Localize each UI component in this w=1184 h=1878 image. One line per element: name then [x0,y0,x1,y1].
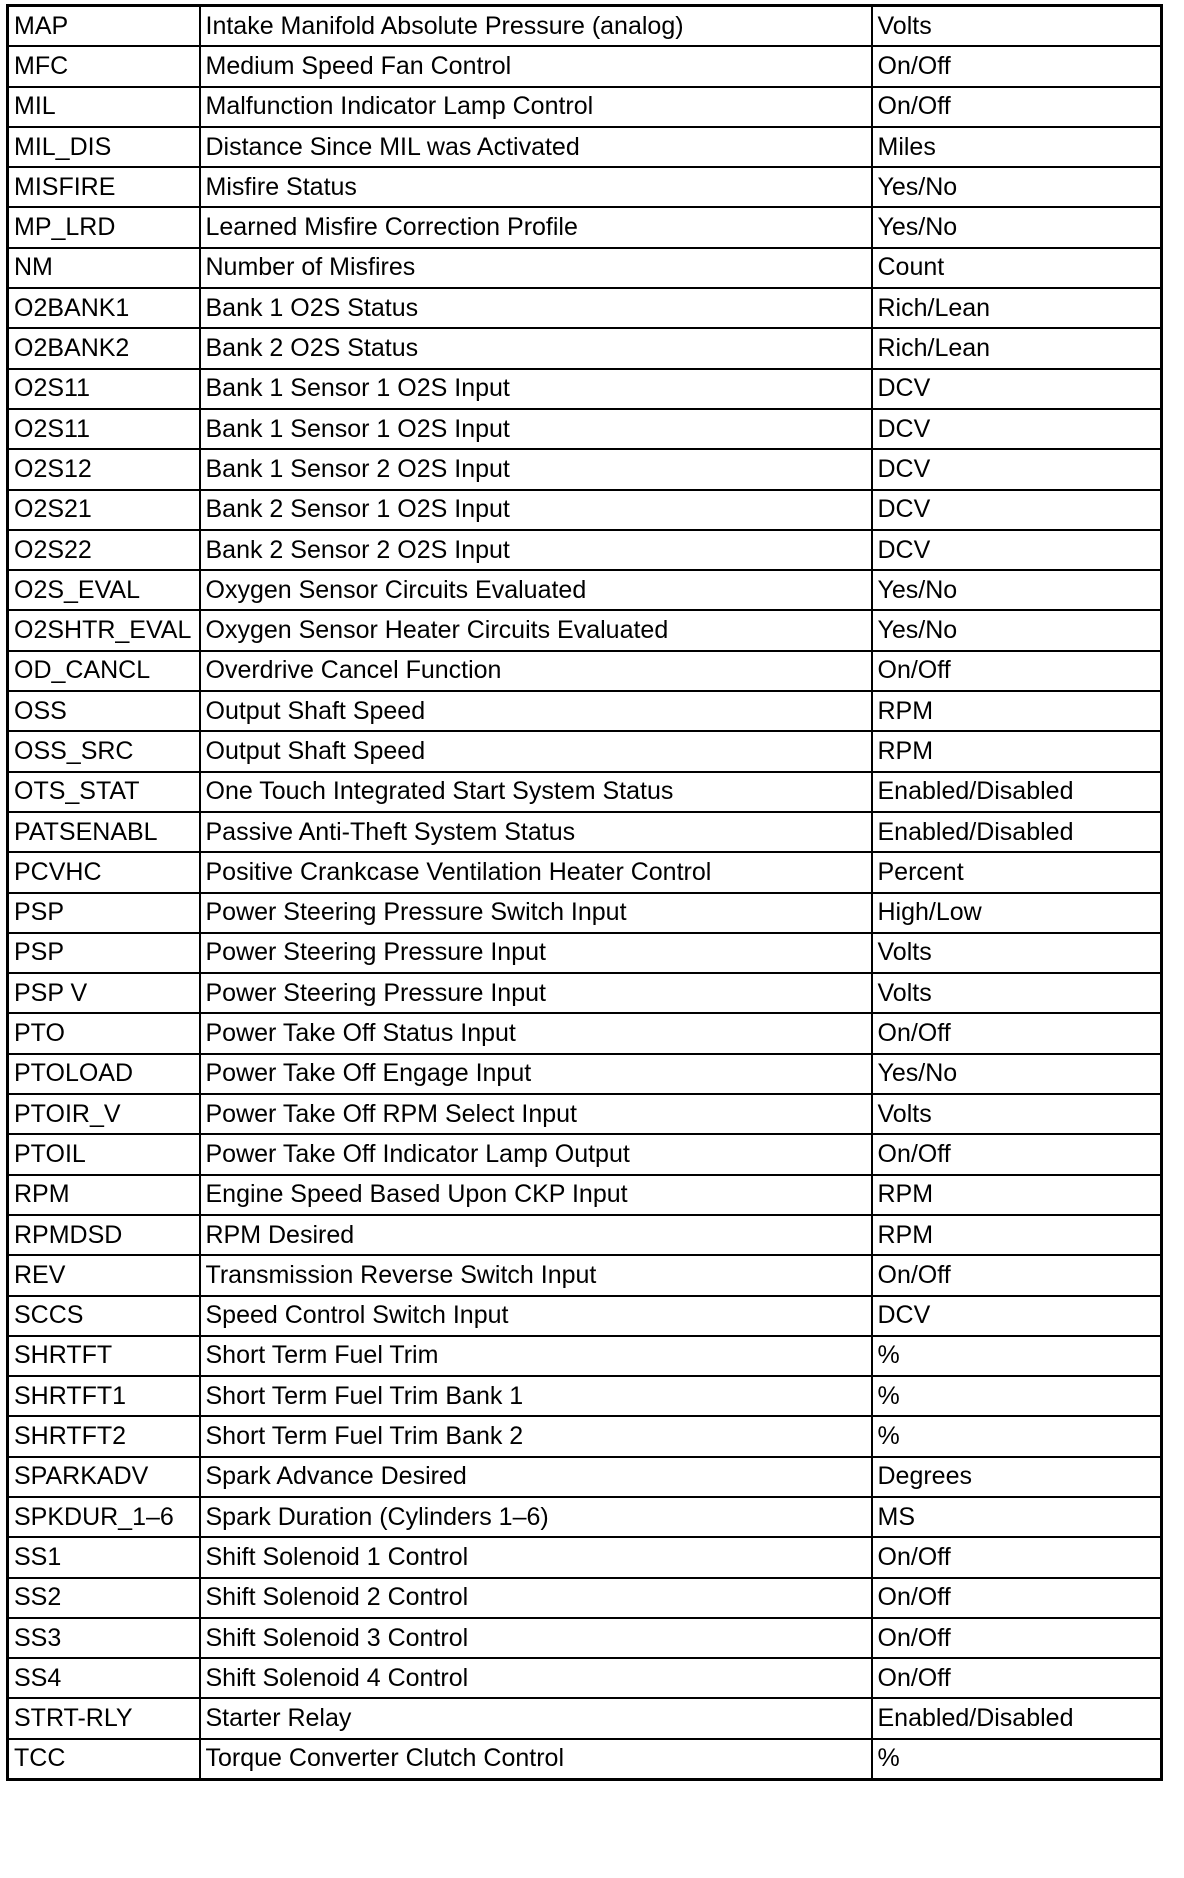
description-cell: Output Shaft Speed [200,731,872,771]
units-cell: Rich/Lean [872,328,1162,368]
pid-cell: RPMDSD [8,1215,200,1255]
units-cell: DCV [872,409,1162,449]
pid-cell: OSS_SRC [8,731,200,771]
pid-cell: PTOLOAD [8,1054,200,1094]
description-cell: Shift Solenoid 4 Control [200,1658,872,1698]
description-cell: Power Take Off Indicator Lamp Output [200,1134,872,1174]
pid-cell: STRT-RLY [8,1698,200,1738]
units-cell: RPM [872,1175,1162,1215]
table-row [8,87,1162,127]
units-cell: Yes/No [872,167,1162,207]
table-row [8,1739,1162,1780]
description-cell: Positive Crankcase Ventilation Heater Control [200,852,872,892]
table-row [8,369,1162,409]
units-cell: Enabled/Disabled [872,1698,1162,1738]
units-cell: Yes/No [872,610,1162,650]
units-cell: % [872,1416,1162,1456]
pid-cell: O2S22 [8,530,200,570]
table-row [8,490,1162,530]
pid-cell: SHRTFT1 [8,1376,200,1416]
description-cell: Transmission Reverse Switch Input [200,1255,872,1295]
table-row [8,1336,1162,1376]
description-cell: Distance Since MIL was Activated [200,127,872,167]
description-cell: Bank 1 Sensor 1 O2S Input [200,409,872,449]
description-cell: Power Steering Pressure Switch Input [200,893,872,933]
pid-cell: MIL_DIS [8,127,200,167]
pid-cell: SPKDUR_1–6 [8,1497,200,1537]
units-cell: On/Off [872,651,1162,691]
description-cell: Power Take Off Status Input [200,1013,872,1053]
units-cell: On/Off [872,1578,1162,1618]
table-row [8,1215,1162,1255]
pid-cell: O2S_EVAL [8,570,200,610]
pid-cell: PTO [8,1013,200,1053]
table-row [8,893,1162,933]
units-cell: DCV [872,449,1162,489]
units-cell: Yes/No [872,207,1162,247]
description-cell: Malfunction Indicator Lamp Control [200,87,872,127]
pid-cell: SS1 [8,1537,200,1577]
pid-cell: SS2 [8,1578,200,1618]
table-row [8,1416,1162,1456]
table-row [8,1376,1162,1416]
units-cell: Volts [872,973,1162,1013]
units-cell: Enabled/Disabled [872,812,1162,852]
pid-cell: MP_LRD [8,207,200,247]
pid-cell: OD_CANCL [8,651,200,691]
description-cell: Power Take Off Engage Input [200,1054,872,1094]
table-row [8,1497,1162,1537]
units-cell: On/Off [872,1658,1162,1698]
description-cell: Bank 1 Sensor 1 O2S Input [200,369,872,409]
table-row [8,46,1162,86]
pid-cell: PSP [8,893,200,933]
units-cell: On/Off [872,1134,1162,1174]
table-row [8,1618,1162,1658]
units-cell: % [872,1739,1162,1780]
units-cell: On/Off [872,87,1162,127]
table-row [8,127,1162,167]
description-cell: Bank 2 Sensor 1 O2S Input [200,490,872,530]
table-row [8,570,1162,610]
table-row [8,812,1162,852]
units-cell: DCV [872,490,1162,530]
pid-cell: PATSENABL [8,812,200,852]
units-cell: DCV [872,1296,1162,1336]
pid-cell: SCCS [8,1296,200,1336]
description-cell: Oxygen Sensor Circuits Evaluated [200,570,872,610]
pid-table [6,4,1163,1781]
pid-cell: OTS_STAT [8,772,200,812]
table-row [8,1094,1162,1134]
description-cell: Oxygen Sensor Heater Circuits Evaluated [200,610,872,650]
description-cell: Power Steering Pressure Input [200,973,872,1013]
description-cell: Spark Duration (Cylinders 1–6) [200,1497,872,1537]
units-cell: RPM [872,731,1162,771]
table-row [8,6,1162,47]
units-cell: Count [872,248,1162,288]
description-cell: Short Term Fuel Trim Bank 1 [200,1376,872,1416]
description-cell: Output Shaft Speed [200,691,872,731]
description-cell: Shift Solenoid 3 Control [200,1618,872,1658]
units-cell: Yes/No [872,1054,1162,1094]
description-cell: Engine Speed Based Upon CKP Input [200,1175,872,1215]
pid-cell: REV [8,1255,200,1295]
units-cell: On/Off [872,46,1162,86]
table-row [8,1134,1162,1174]
table-row [8,1013,1162,1053]
units-cell: Volts [872,933,1162,973]
units-cell: Rich/Lean [872,288,1162,328]
table-row [8,449,1162,489]
pid-cell: O2SHTR_EVAL [8,610,200,650]
pid-cell: O2S11 [8,409,200,449]
units-cell: % [872,1336,1162,1376]
table-row [8,248,1162,288]
pid-cell: SHRTFT2 [8,1416,200,1456]
table-row [8,1698,1162,1738]
pid-table-body [8,6,1162,1780]
units-cell: On/Off [872,1255,1162,1295]
description-cell: Intake Manifold Absolute Pressure (analog) [200,6,872,47]
units-cell: RPM [872,1215,1162,1255]
description-cell: Speed Control Switch Input [200,1296,872,1336]
pid-cell: PCVHC [8,852,200,892]
table-row [8,772,1162,812]
pid-cell: PSP [8,933,200,973]
units-cell: MS [872,1497,1162,1537]
pid-cell: SHRTFT [8,1336,200,1376]
description-cell: Power Take Off RPM Select Input [200,1094,872,1134]
units-cell: Enabled/Disabled [872,772,1162,812]
units-cell: Miles [872,127,1162,167]
table-row [8,207,1162,247]
table-row [8,731,1162,771]
table-row [8,409,1162,449]
description-cell: RPM Desired [200,1215,872,1255]
units-cell: Volts [872,6,1162,47]
pid-cell: NM [8,248,200,288]
units-cell: Percent [872,852,1162,892]
description-cell: One Touch Integrated Start System Status [200,772,872,812]
pid-cell: O2S12 [8,449,200,489]
description-cell: Passive Anti-Theft System Status [200,812,872,852]
table-row [8,852,1162,892]
units-cell: Yes/No [872,570,1162,610]
description-cell: Misfire Status [200,167,872,207]
description-cell: Medium Speed Fan Control [200,46,872,86]
description-cell: Short Term Fuel Trim Bank 2 [200,1416,872,1456]
table-row [8,1658,1162,1698]
pid-cell: O2S11 [8,369,200,409]
description-cell: Bank 1 O2S Status [200,288,872,328]
pid-cell: RPM [8,1175,200,1215]
pid-cell: PSP V [8,973,200,1013]
units-cell: Degrees [872,1457,1162,1497]
pid-cell: PTOIL [8,1134,200,1174]
description-cell: Bank 2 O2S Status [200,328,872,368]
table-row [8,1457,1162,1497]
description-cell: Starter Relay [200,1698,872,1738]
units-cell: % [872,1376,1162,1416]
description-cell: Power Steering Pressure Input [200,933,872,973]
units-cell: On/Off [872,1537,1162,1577]
pid-cell: O2BANK2 [8,328,200,368]
pid-cell: MAP [8,6,200,47]
pid-cell: SS4 [8,1658,200,1698]
pid-cell: MIL [8,87,200,127]
pid-cell: OSS [8,691,200,731]
description-cell: Short Term Fuel Trim [200,1336,872,1376]
description-cell: Shift Solenoid 2 Control [200,1578,872,1618]
units-cell: Volts [872,1094,1162,1134]
table-row [8,973,1162,1013]
units-cell: On/Off [872,1618,1162,1658]
table-row [8,1537,1162,1577]
units-cell: DCV [872,369,1162,409]
description-cell: Learned Misfire Correction Profile [200,207,872,247]
pid-cell: PTOIR_V [8,1094,200,1134]
table-row [8,288,1162,328]
table-row [8,328,1162,368]
units-cell: On/Off [872,1013,1162,1053]
description-cell: Spark Advance Desired [200,1457,872,1497]
pid-cell: SS3 [8,1618,200,1658]
table-row [8,610,1162,650]
table-row [8,530,1162,570]
table-row [8,167,1162,207]
table-row [8,651,1162,691]
table-row [8,1296,1162,1336]
units-cell: DCV [872,530,1162,570]
pid-cell: O2S21 [8,490,200,530]
table-row [8,1578,1162,1618]
pid-cell: TCC [8,1739,200,1780]
description-cell: Overdrive Cancel Function [200,651,872,691]
description-cell: Bank 2 Sensor 2 O2S Input [200,530,872,570]
pid-cell: MFC [8,46,200,86]
table-row [8,1175,1162,1215]
table-row [8,1255,1162,1295]
description-cell: Torque Converter Clutch Control [200,1739,872,1780]
description-cell: Bank 1 Sensor 2 O2S Input [200,449,872,489]
pid-cell: O2BANK1 [8,288,200,328]
units-cell: RPM [872,691,1162,731]
table-row [8,933,1162,973]
pid-cell: MISFIRE [8,167,200,207]
table-row [8,1054,1162,1094]
description-cell: Shift Solenoid 1 Control [200,1537,872,1577]
table-row [8,691,1162,731]
description-cell: Number of Misfires [200,248,872,288]
units-cell: High/Low [872,893,1162,933]
pid-cell: SPARKADV [8,1457,200,1497]
